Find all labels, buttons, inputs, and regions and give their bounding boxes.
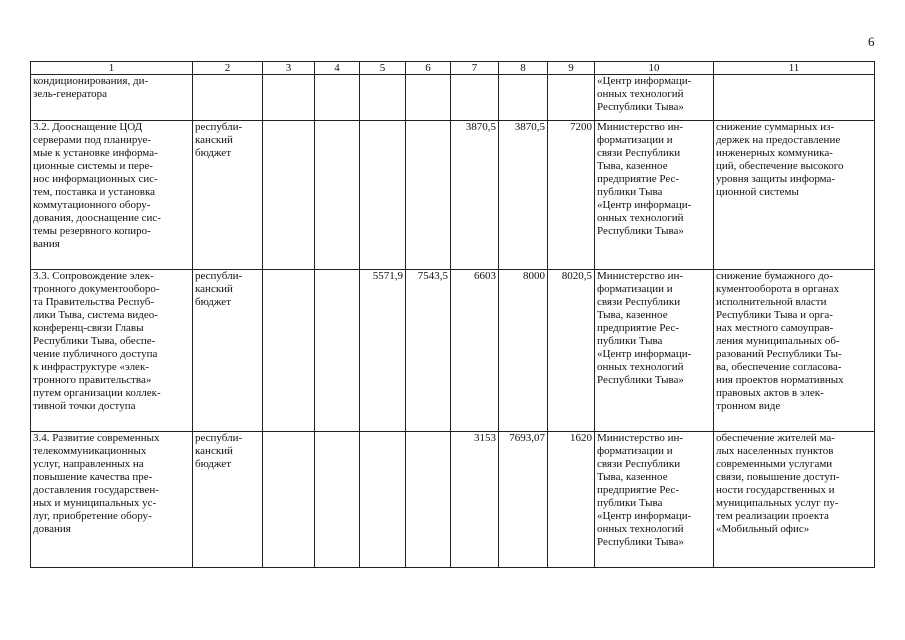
col-header-11: 11	[714, 62, 875, 75]
cell-value	[451, 75, 499, 121]
cell-value	[263, 121, 315, 270]
cell-source: республи- канский бюджет	[193, 121, 263, 270]
col-header-5: 5	[360, 62, 406, 75]
cell-result	[714, 75, 875, 121]
cell-value: 8000	[499, 270, 548, 432]
program-table	[30, 61, 875, 568]
cell-value: 1620	[548, 432, 595, 568]
cell-value	[360, 121, 406, 270]
cell-value	[360, 75, 406, 121]
cell-value: 3870,5	[451, 121, 499, 270]
col-header-7: 7	[451, 62, 499, 75]
cell-executor: Министерство ин- форматизации и связи Республики Тыва, казенное предприятие Рес- публики Тыва «Центр информаци- онных технологий Республики Тыва»	[595, 270, 714, 432]
cell-value: 6603	[451, 270, 499, 432]
cell-value	[315, 270, 360, 432]
cell-value	[263, 75, 315, 121]
col-header-10: 10	[595, 62, 714, 75]
col-header-8: 8	[499, 62, 548, 75]
cell-value: 7693,07	[499, 432, 548, 568]
cell-value	[499, 75, 548, 121]
cell-value	[315, 75, 360, 121]
cell-value	[406, 432, 451, 568]
table-row	[31, 75, 875, 121]
cell-value: 8020,5	[548, 270, 595, 432]
cell-activity: кондиционирования, ди- зель-генератора	[31, 75, 193, 121]
cell-source: республи- канский бюджет	[193, 432, 263, 568]
cell-result: снижение суммарных из- держек на предоставление инженерных коммуника- ций, обеспечение высокого уровня защиты информа- ционной системы	[714, 121, 875, 270]
cell-value	[406, 75, 451, 121]
cell-value	[315, 432, 360, 568]
table-row	[31, 432, 875, 568]
cell-activity: 3.3. Сопровождение элек- тронного документооборо- та Правительства Респуб- лики Тыва, система видео- конференц-связи Главы Республики Тыва, обеспе- чение публичного доступа к инфраструктуре «элек- тронного правительства» путем организации коллек- тивной точки доступа	[31, 270, 193, 432]
cell-result: снижение бумажного до- кументооборота в органах исполнительной власти Республики Тыва и орга- нах местного самоуправ- ления муниципальных об- разований Республики Ты- ва, обеспечение согласова- ния проектов нормативных правовых актов в элек- тронном виде	[714, 270, 875, 432]
cell-value	[263, 270, 315, 432]
col-header-6: 6	[406, 62, 451, 75]
cell-value: 7200	[548, 121, 595, 270]
cell-executor: «Центр информаци- онных технологий Республики Тыва»	[595, 75, 714, 121]
col-header-2: 2	[193, 62, 263, 75]
table-row	[31, 121, 875, 270]
cell-source	[193, 75, 263, 121]
header-row	[31, 62, 875, 75]
page-number: 6	[868, 34, 875, 49]
cell-value: 7543,5	[406, 270, 451, 432]
cell-value	[360, 432, 406, 568]
cell-executor: Министерство ин- форматизации и связи Республики Тыва, казенное предприятие Рес- публики Тыва «Центр информаци- онных технологий Республики Тыва»	[595, 432, 714, 568]
cell-value	[548, 75, 595, 121]
cell-source: республи- канский бюджет	[193, 270, 263, 432]
col-header-4: 4	[315, 62, 360, 75]
cell-executor: Министерство ин- форматизации и связи Республики Тыва, казенное предприятие Рес- публики Тыва «Центр информаци- онных технологий Республики Тыва»	[595, 121, 714, 270]
cell-result: обеспечение жителей ма- лых населенных пунктов современными услугами связи, повышение доступ- ности государственных и муниципальных услуг пу- тем реализации проекта «Мобильный офис»	[714, 432, 875, 568]
cell-activity: 3.4. Развитие современных телекоммуникационных услуг, направленных на повышение качества пре- доставления государствен- ных и муниципальных ус- луг, приобретение обору- дования	[31, 432, 193, 568]
cell-value	[315, 121, 360, 270]
table-row	[31, 270, 875, 432]
cell-activity: 3.2. Дооснащение ЦОД серверами под планируе- мые к установке информа- ционные системы и пере- нос информационных сис- тем, поставка и установка коммутационного обору- дования, дооснащение сис- темы резервного копиро- вания	[31, 121, 193, 270]
cell-value: 3870,5	[499, 121, 548, 270]
cell-value: 5571,9	[360, 270, 406, 432]
cell-value: 3153	[451, 432, 499, 568]
col-header-1: 1	[31, 62, 193, 75]
cell-value	[263, 432, 315, 568]
col-header-9: 9	[548, 62, 595, 75]
col-header-3: 3	[263, 62, 315, 75]
cell-value	[406, 121, 451, 270]
